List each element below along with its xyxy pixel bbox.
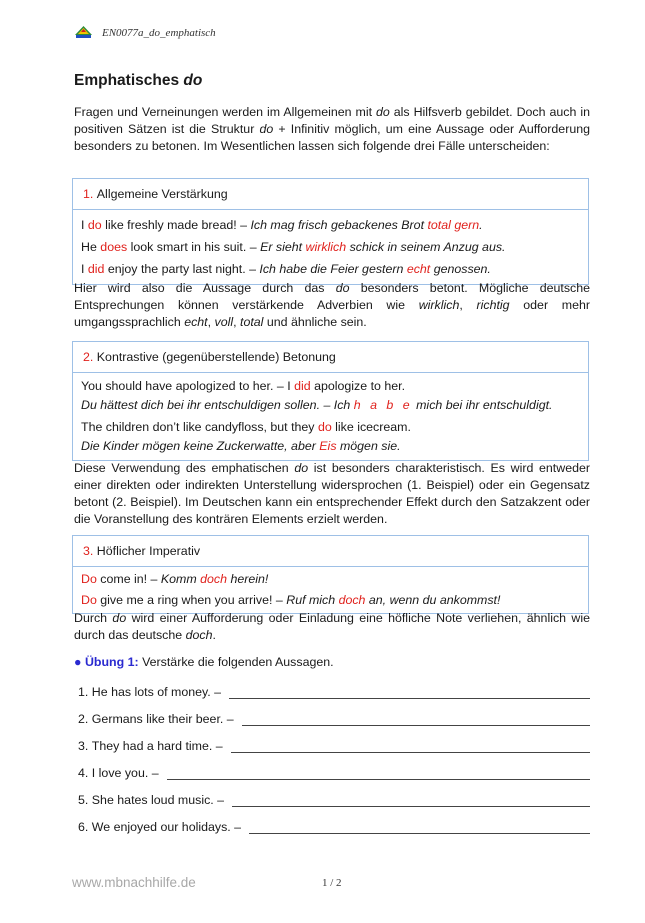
box-polite-imperative (72, 535, 589, 614)
box2-title: Kontrastive (gegenüberstellende) Betonung (96, 350, 336, 364)
box3-heading (73, 536, 588, 567)
intro-text-1: Fragen und Verneinungen werden im Allgemeinen mit (74, 105, 376, 119)
box3-example-1: Do come in! – Komm doch herein! (81, 572, 269, 586)
exercise-item-number: 5. (78, 793, 89, 807)
exercise-item-number: 2. (78, 712, 89, 726)
box3-title: Höflicher Imperativ (96, 544, 201, 558)
document-code: EN0077a_do_emphatisch (102, 26, 216, 39)
answer-line[interactable] (242, 713, 590, 726)
exercise-item-text: I love you. – (91, 766, 159, 780)
box1-example-3: I did enjoy the party last night. – Ich habe die Feier gestern echt genossen. (81, 262, 491, 276)
page-number: 1 / 2 (322, 877, 342, 889)
exercise-item-number: 6. (78, 820, 89, 834)
exercise-item-text: Germans like their beer. – (91, 712, 234, 726)
answer-line[interactable] (231, 740, 590, 753)
exercise-item-number: 1. (78, 685, 89, 699)
answer-line[interactable] (167, 767, 590, 780)
footer-website: www.mbnachhilfe.de (72, 875, 196, 890)
intro-em-1: do (376, 105, 390, 119)
box1-number: 1. (83, 187, 94, 201)
box2-number: 2. (83, 350, 94, 364)
exercise-item-number: 4. (78, 766, 89, 780)
box1-title: Allgemeine Verstärkung (96, 187, 228, 201)
box1-heading (73, 179, 588, 210)
box3-number: 3. (83, 544, 94, 558)
intro-text-2: als Hilfsverb gebildet. Doch auch in positiven Sätzen ist die Struktur (74, 105, 590, 136)
box2-translation-2: Die Kinder mögen keine Zuckerwatte, aber Eis mögen sie. (81, 439, 401, 453)
paragraph-explanation-3: Durch do wird einer Aufforderung oder Einladung eine höfliche Note verliehen, ähnlich wie durch das deutsche doch. (74, 611, 590, 642)
box-general-emphasis (72, 178, 589, 285)
paragraph-explanation-2: Diese Verwendung des emphatischen do ist besonders charakteristisch. Es wird entweder einer direkten oder indirekten Unterstellung widersprochen (1. Beispiel) oder ein Gegensatz betont (2. Beispiel). Im Deutschen kann ein entsprechender Effekt durch den Satzakzent oder die Voranstellung des konträren Elements erzielt werden. (74, 461, 590, 526)
exercise-item-text: We enjoyed our holidays. – (91, 820, 242, 834)
box-contrastive-emphasis (72, 341, 589, 461)
bullet-icon: ● (74, 655, 82, 669)
exercise-item-text: He has lots of money. – (91, 685, 222, 699)
box3-example-2: Do give me a ring when you arrive! – Ruf mich doch an, wenn du ankommst! (81, 593, 501, 607)
exercise-item-2 (78, 708, 590, 726)
intro-paragraph (74, 104, 590, 155)
exercise-item-4 (78, 762, 590, 780)
page-title (74, 72, 202, 90)
exercise-item-number: 3. (78, 739, 89, 753)
intro-em-2: do (259, 122, 274, 136)
exercise-item-text: She hates loud music. – (91, 793, 225, 807)
box1-example-1: I do like freshly made bread! – Ich mag frisch gebackenes Brot total gern. (81, 218, 483, 232)
answer-line[interactable] (229, 686, 590, 699)
title-em: do (183, 72, 203, 89)
title-text: Emphatisches (74, 72, 184, 89)
exercise-item-6 (78, 816, 590, 834)
exercise-item-text: They had a hard time. – (91, 739, 223, 753)
exercise-label: Übung 1: (84, 655, 139, 669)
box2-example-1: You should have apologized to her. – I did apologize to her. (81, 379, 406, 393)
answer-line[interactable] (232, 794, 590, 807)
exercise-item-5 (78, 789, 590, 807)
exercise-item-3 (78, 735, 590, 753)
paragraph-explanation-1: Hier wird also die Aussage durch das do besonders betont. Mögliche deutsche Entsprechungen können verstärkende Adverbien wie wirklich, richtig oder mehr umgangssprachlich echt, voll, total und ähnliche sein. (74, 281, 591, 329)
box2-heading (73, 342, 588, 373)
logo-icon (75, 26, 92, 39)
intro-text-3: + Infinitiv möglich, um eine Aussage oder Aufforderung besonders zu betonen. Im Wesentlichen lassen sich folgende drei Fälle unterscheiden: (74, 122, 590, 153)
document-header (75, 26, 216, 39)
answer-line[interactable] (249, 821, 590, 834)
box2-translation-1: Du hättest dich bei ihr entschuldigen sollen. – Ich h a b e mich bei ihr entschuldigt. (81, 398, 553, 412)
exercise-heading (74, 655, 334, 669)
box2-example-2: The children don’t like candyfloss, but they do like icecream. (81, 420, 411, 434)
exercise-instruction: Verstärke die folgenden Aussagen. (138, 655, 334, 669)
exercise-item-1 (78, 681, 590, 699)
box1-example-2: He does look smart in his suit. – Er sieht wirklich schick in seinem Anzug aus. (81, 240, 506, 254)
